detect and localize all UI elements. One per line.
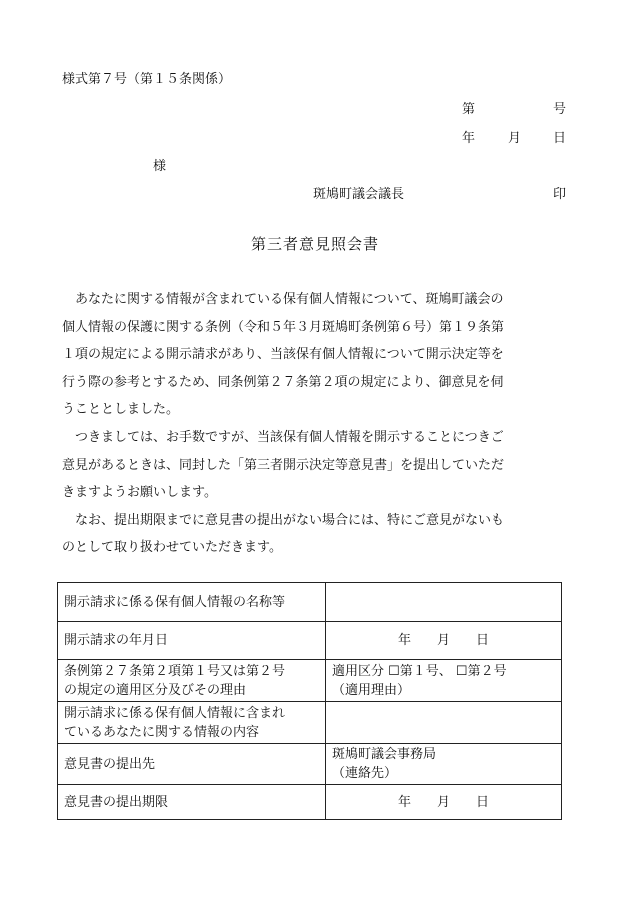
row-label-submission-deadline: 意見書の提出期限 [58,785,326,820]
row-value-document-name[interactable] [326,583,562,622]
row-label-line: の規定の適用区分及びその理由 [64,682,247,698]
body-line: あなたに関する情報が含まれている保有個人情報について、斑鳩町議会の [62,292,504,307]
document-number-label: 第 [462,102,476,117]
sender-name: 斑鳩町議会議長 [313,187,405,202]
row-label-document-name: 開示請求に係る保有個人情報の名称等 [58,583,326,622]
date-day-label: 日 [553,131,567,146]
body-line: なお、提出期限までに意見書の提出がない場合には、特にご意見がないも [62,512,505,528]
table-row [58,702,562,744]
destination-name: 斑鳩町議会事務局 [332,747,437,762]
body-line: きますようお願いします。 [62,485,217,501]
row-value-applicable-category[interactable] [326,660,562,702]
table-row [58,744,562,785]
table-row [58,583,562,622]
document-number-suffix: 号 [553,102,567,117]
body-line: うこととしました。 [62,402,180,418]
body-line: 意見があるときは、同封した「第三者開示決定等意見書」を提出していただ [62,457,505,473]
table-row [58,660,562,702]
category-checkboxes[interactable]: 適用区分 ☐第１号、 ☐第２号 [332,663,507,679]
addressee-honorific: 様 [153,159,167,174]
table-row [58,785,562,820]
body-line: 行う際の参考とするため、同条例第２７条第２項の規定により、御意見を伺 [62,374,504,390]
table-row [58,622,562,660]
row-label-line: 開示請求に係る保有個人情報に含まれ [64,705,286,721]
date-year-label: 年 [462,131,476,146]
row-value-submission-destination [326,744,562,785]
document-title: 第三者意見照会書 [250,235,379,253]
seal-mark: 印 [553,187,567,202]
row-label-submission-destination: 意見書の提出先 [58,744,326,785]
body-line: のとして取り扱わせていただきます。 [62,540,282,556]
row-value-information-content[interactable] [326,702,562,744]
row-label-applicable-category [58,660,326,702]
row-label-line: ているあなたに関する情報の内容 [64,724,260,740]
body-line: 個人情報の保護に関する条例（令和５年３月斑鳩町条例第６号）第１９条第 [62,319,505,335]
row-label-line: 条例第２７条第２項第１号又は第２号 [64,663,286,679]
date-month-label: 月 [508,131,522,146]
row-label-request-date: 開示請求の年月日 [58,622,326,660]
contact-label: （連絡先） [332,766,398,781]
form-number: 様式第７号（第１５条関係） [62,72,232,87]
applicable-reason-label: （適用理由） [332,682,411,698]
row-value-submission-deadline[interactable]: 年 月 日 [326,785,562,820]
body-line: １項の規定による開示請求があり、当該保有個人情報について開示決定等を [62,347,504,363]
body-text [62,290,572,566]
row-label-information-content [58,702,326,744]
row-value-request-date[interactable]: 年 月 日 [326,622,562,660]
info-table [57,582,562,820]
body-line: つきましては、お手数ですが、当該保有個人情報を開示することにつきご [62,429,504,445]
